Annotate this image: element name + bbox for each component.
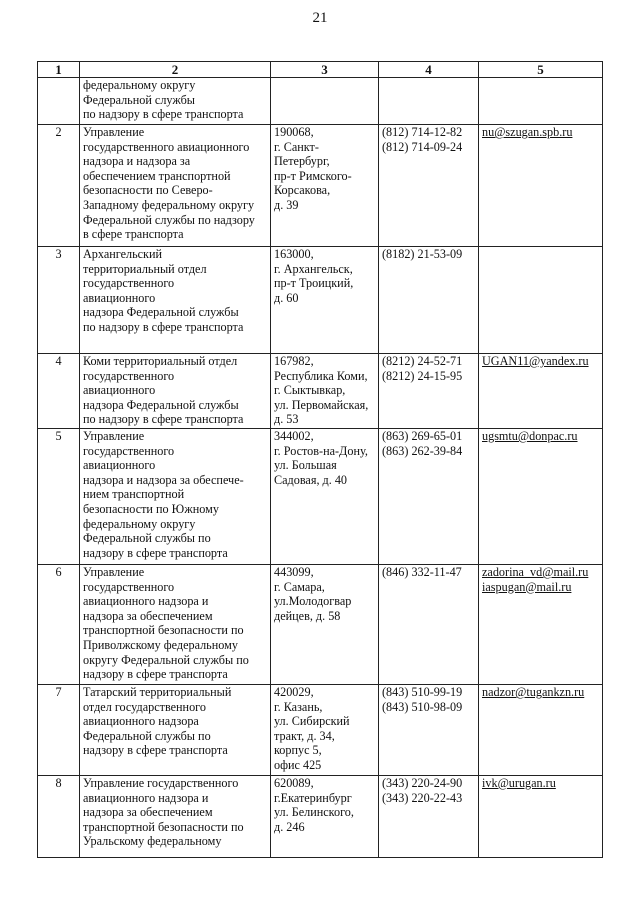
address-cell-line: г. Самара, (274, 579, 325, 594)
address-cell-line: ул. Большая (274, 458, 337, 473)
name-cell-line: по надзору в сфере транспорта (83, 319, 244, 334)
phone-cell-line: (8182) 21-53-09 (382, 247, 463, 261)
column-header-5: 5 (479, 62, 603, 78)
phone-cell (379, 565, 479, 685)
address-cell-line: 167982, (274, 354, 314, 368)
email-cell (479, 429, 603, 565)
name-cell-line: авиационного надзора (83, 714, 199, 729)
address-cell-line: Садовая, д. 40 (274, 472, 348, 487)
address-cell-line: д. 53 (274, 412, 299, 427)
table-row (38, 429, 603, 565)
address-cell (271, 429, 379, 565)
registry-table (37, 61, 603, 858)
name-cell-line: безопасности по Южному (83, 501, 219, 516)
address-cell-line: 190068, (274, 125, 314, 139)
email-link[interactable]: ugsmtu@donpac.ru (482, 429, 578, 443)
column-header-1: 1 (38, 62, 80, 78)
name-cell-line: авиационного (83, 458, 156, 473)
name-cell (80, 247, 271, 354)
name-cell (80, 78, 271, 125)
name-cell-line: надзора Федеральной службы (83, 305, 239, 320)
name-cell-line: транспортной безопасности по (83, 819, 244, 834)
address-cell-line: г. Ростов-на-Дону, (274, 443, 368, 458)
name-cell-line: авиационного (83, 290, 156, 305)
phone-cell (379, 78, 479, 125)
email-link[interactable]: ivk@urugan.ru (482, 776, 556, 790)
address-cell-line: г. Санкт- (274, 139, 319, 154)
name-cell-line: федеральному округу (83, 516, 196, 531)
address-cell-line: Корсакова, (274, 183, 331, 198)
email-cell (479, 247, 603, 354)
phone-cell (379, 125, 479, 247)
address-cell-line: дейцев, д. 58 (274, 608, 341, 623)
name-cell-line: Западному федеральному округу (83, 197, 255, 212)
column-header-2: 2 (80, 62, 271, 78)
address-cell-line: ул. Белинского, (274, 805, 354, 820)
phone-cell-line: (863) 269-65-01 (382, 429, 463, 443)
name-cell-line: надзору в сфере транспорта (83, 667, 228, 682)
address-cell-line: Республика Коми, (274, 368, 368, 383)
name-cell (80, 354, 271, 429)
name-cell-line: округу Федеральной службы по (83, 652, 249, 667)
address-cell-line: ул.Молодогвар (274, 594, 352, 609)
name-cell-line: надзору в сфере транспорта (83, 545, 228, 560)
phone-cell-line: (812) 714-09-24 (382, 139, 463, 154)
number-cell: 8 (38, 776, 80, 858)
address-cell-line: 163000, (274, 247, 314, 261)
address-cell-line: г. Сыктывкар, (274, 383, 346, 398)
email-link[interactable]: zadorina_vd@mail.ru (482, 565, 589, 579)
name-cell-line: Федеральной службы по (83, 728, 211, 743)
phone-cell (379, 354, 479, 429)
number-cell: 2 (38, 125, 80, 247)
address-cell-line: Петербург, (274, 154, 330, 169)
table-row (38, 125, 603, 247)
address-cell-line: 344002, (274, 429, 314, 443)
email-link[interactable]: nu@szugan.spb.ru (482, 125, 573, 139)
name-cell-line: Коми территориальный отдел (83, 354, 238, 368)
phone-cell (379, 247, 479, 354)
name-cell-line: надзору в сфере транспорта (83, 743, 228, 758)
name-cell-line: государственного (83, 276, 175, 291)
name-cell-line: авиационного надзора и (83, 594, 209, 609)
column-header-3: 3 (271, 62, 379, 78)
phone-cell-line: (8212) 24-15-95 (382, 368, 463, 383)
address-cell-line: ул. Первомайская, (274, 397, 369, 412)
name-cell-line: государственного (83, 443, 175, 458)
address-cell (271, 247, 379, 354)
phone-cell-line: (8212) 24-52-71 (382, 354, 463, 368)
email-link[interactable]: iaspugan@mail.ru (482, 579, 572, 594)
name-cell-line: отдел государственного (83, 699, 206, 714)
name-cell-line: безопасности по Северо- (83, 183, 213, 198)
name-cell-line: государственного (83, 368, 175, 383)
phone-cell (379, 429, 479, 565)
name-cell-line: Управление (83, 565, 145, 579)
phone-cell-line: (343) 220-24-90 (382, 776, 463, 790)
phone-cell-line: (343) 220-22-43 (382, 790, 463, 805)
name-cell-line: авиационного надзора и (83, 790, 209, 805)
name-cell-line: территориальный отдел (83, 261, 207, 276)
table-row (38, 78, 603, 125)
number-cell: 6 (38, 565, 80, 685)
number-cell: 5 (38, 429, 80, 565)
address-cell-line: г.Екатеринбург (274, 790, 352, 805)
name-cell-line: по надзору в сфере транспорта (83, 107, 244, 122)
table-row (38, 565, 603, 685)
email-link[interactable]: nadzor@tugankzn.ru (482, 685, 585, 699)
address-cell-line: пр-т Троицкий, (274, 276, 354, 291)
name-cell-line: Уральскому федеральному (83, 834, 222, 849)
table-row (38, 776, 603, 858)
phone-cell-line: (843) 510-99-19 (382, 685, 463, 699)
address-cell-line: корпус 5, (274, 743, 322, 758)
table-row (38, 685, 603, 776)
name-cell-line: обеспечением транспортной (83, 168, 231, 183)
name-cell-line: нием транспортной (83, 487, 185, 502)
email-cell (479, 565, 603, 685)
phone-cell-line: (846) 332-11-47 (382, 565, 462, 579)
name-cell-line: Федеральной службы по надзору (83, 212, 255, 227)
address-cell-line: тракт, д. 34, (274, 728, 335, 743)
address-cell (271, 125, 379, 247)
name-cell-line: Приволжскому федеральному (83, 637, 238, 652)
email-cell (479, 685, 603, 776)
email-cell (479, 354, 603, 429)
name-cell-line: Управление государственного (83, 776, 239, 790)
address-cell-line: 420029, (274, 685, 314, 699)
name-cell-line: в сфере транспорта (83, 227, 184, 242)
address-cell (271, 776, 379, 858)
address-cell-line: г. Казань, (274, 699, 323, 714)
email-cell (479, 125, 603, 247)
table-row (38, 247, 603, 354)
name-cell-line: Управление (83, 429, 145, 443)
address-cell (271, 685, 379, 776)
address-cell-line: г. Архангельск, (274, 261, 353, 276)
name-cell-line: надзора и надзора за обеспече- (83, 472, 244, 487)
address-cell-line: 620089, (274, 776, 314, 790)
column-header-4: 4 (379, 62, 479, 78)
name-cell-line: Федеральной службы (83, 92, 195, 107)
name-cell (80, 429, 271, 565)
name-cell-line: авиационного (83, 383, 156, 398)
address-cell-line: д. 39 (274, 197, 299, 212)
phone-cell (379, 776, 479, 858)
name-cell (80, 125, 271, 247)
number-cell (38, 78, 80, 125)
address-cell-line: 443099, (274, 565, 314, 579)
name-cell-line: Федеральной службы по (83, 531, 211, 546)
address-cell-line: офис 425 (274, 757, 322, 772)
name-cell-line: надзора Федеральной службы (83, 397, 239, 412)
name-cell-line: федеральному округу (83, 78, 196, 92)
name-cell-line: надзора за обеспечением (83, 805, 213, 820)
name-cell-line: надзора за обеспечением (83, 608, 213, 623)
number-cell: 4 (38, 354, 80, 429)
header-row (38, 62, 603, 78)
address-cell (271, 78, 379, 125)
name-cell-line: транспортной безопасности по (83, 623, 244, 638)
name-cell-line: Управление (83, 125, 145, 139)
phone-cell-line: (812) 714-12-82 (382, 125, 463, 139)
address-cell-line: пр-т Римского- (274, 168, 352, 183)
name-cell (80, 565, 271, 685)
number-cell: 7 (38, 685, 80, 776)
name-cell-line: Татарский территориальный (83, 685, 232, 699)
phone-cell (379, 685, 479, 776)
name-cell-line: государственного (83, 579, 175, 594)
email-cell (479, 78, 603, 125)
name-cell (80, 685, 271, 776)
address-cell (271, 565, 379, 685)
name-cell-line: надзора и надзора за (83, 154, 191, 169)
name-cell (80, 776, 271, 858)
phone-cell-line: (863) 262-39-84 (382, 443, 463, 458)
phone-cell-line: (843) 510-98-09 (382, 699, 463, 714)
address-cell-line: д. 246 (274, 819, 305, 834)
email-cell (479, 776, 603, 858)
address-cell-line: ул. Сибирский (274, 714, 350, 729)
address-cell-line: д. 60 (274, 290, 299, 305)
name-cell-line: по надзору в сфере транспорта (83, 412, 244, 427)
email-link[interactable]: UGAN11@yandex.ru (482, 354, 589, 368)
page-number: 21 (312, 10, 328, 26)
address-cell (271, 354, 379, 429)
name-cell-line: государственного авиационного (83, 139, 250, 154)
table-row (38, 354, 603, 429)
name-cell-line: Архангельский (83, 247, 163, 261)
number-cell: 3 (38, 247, 80, 354)
